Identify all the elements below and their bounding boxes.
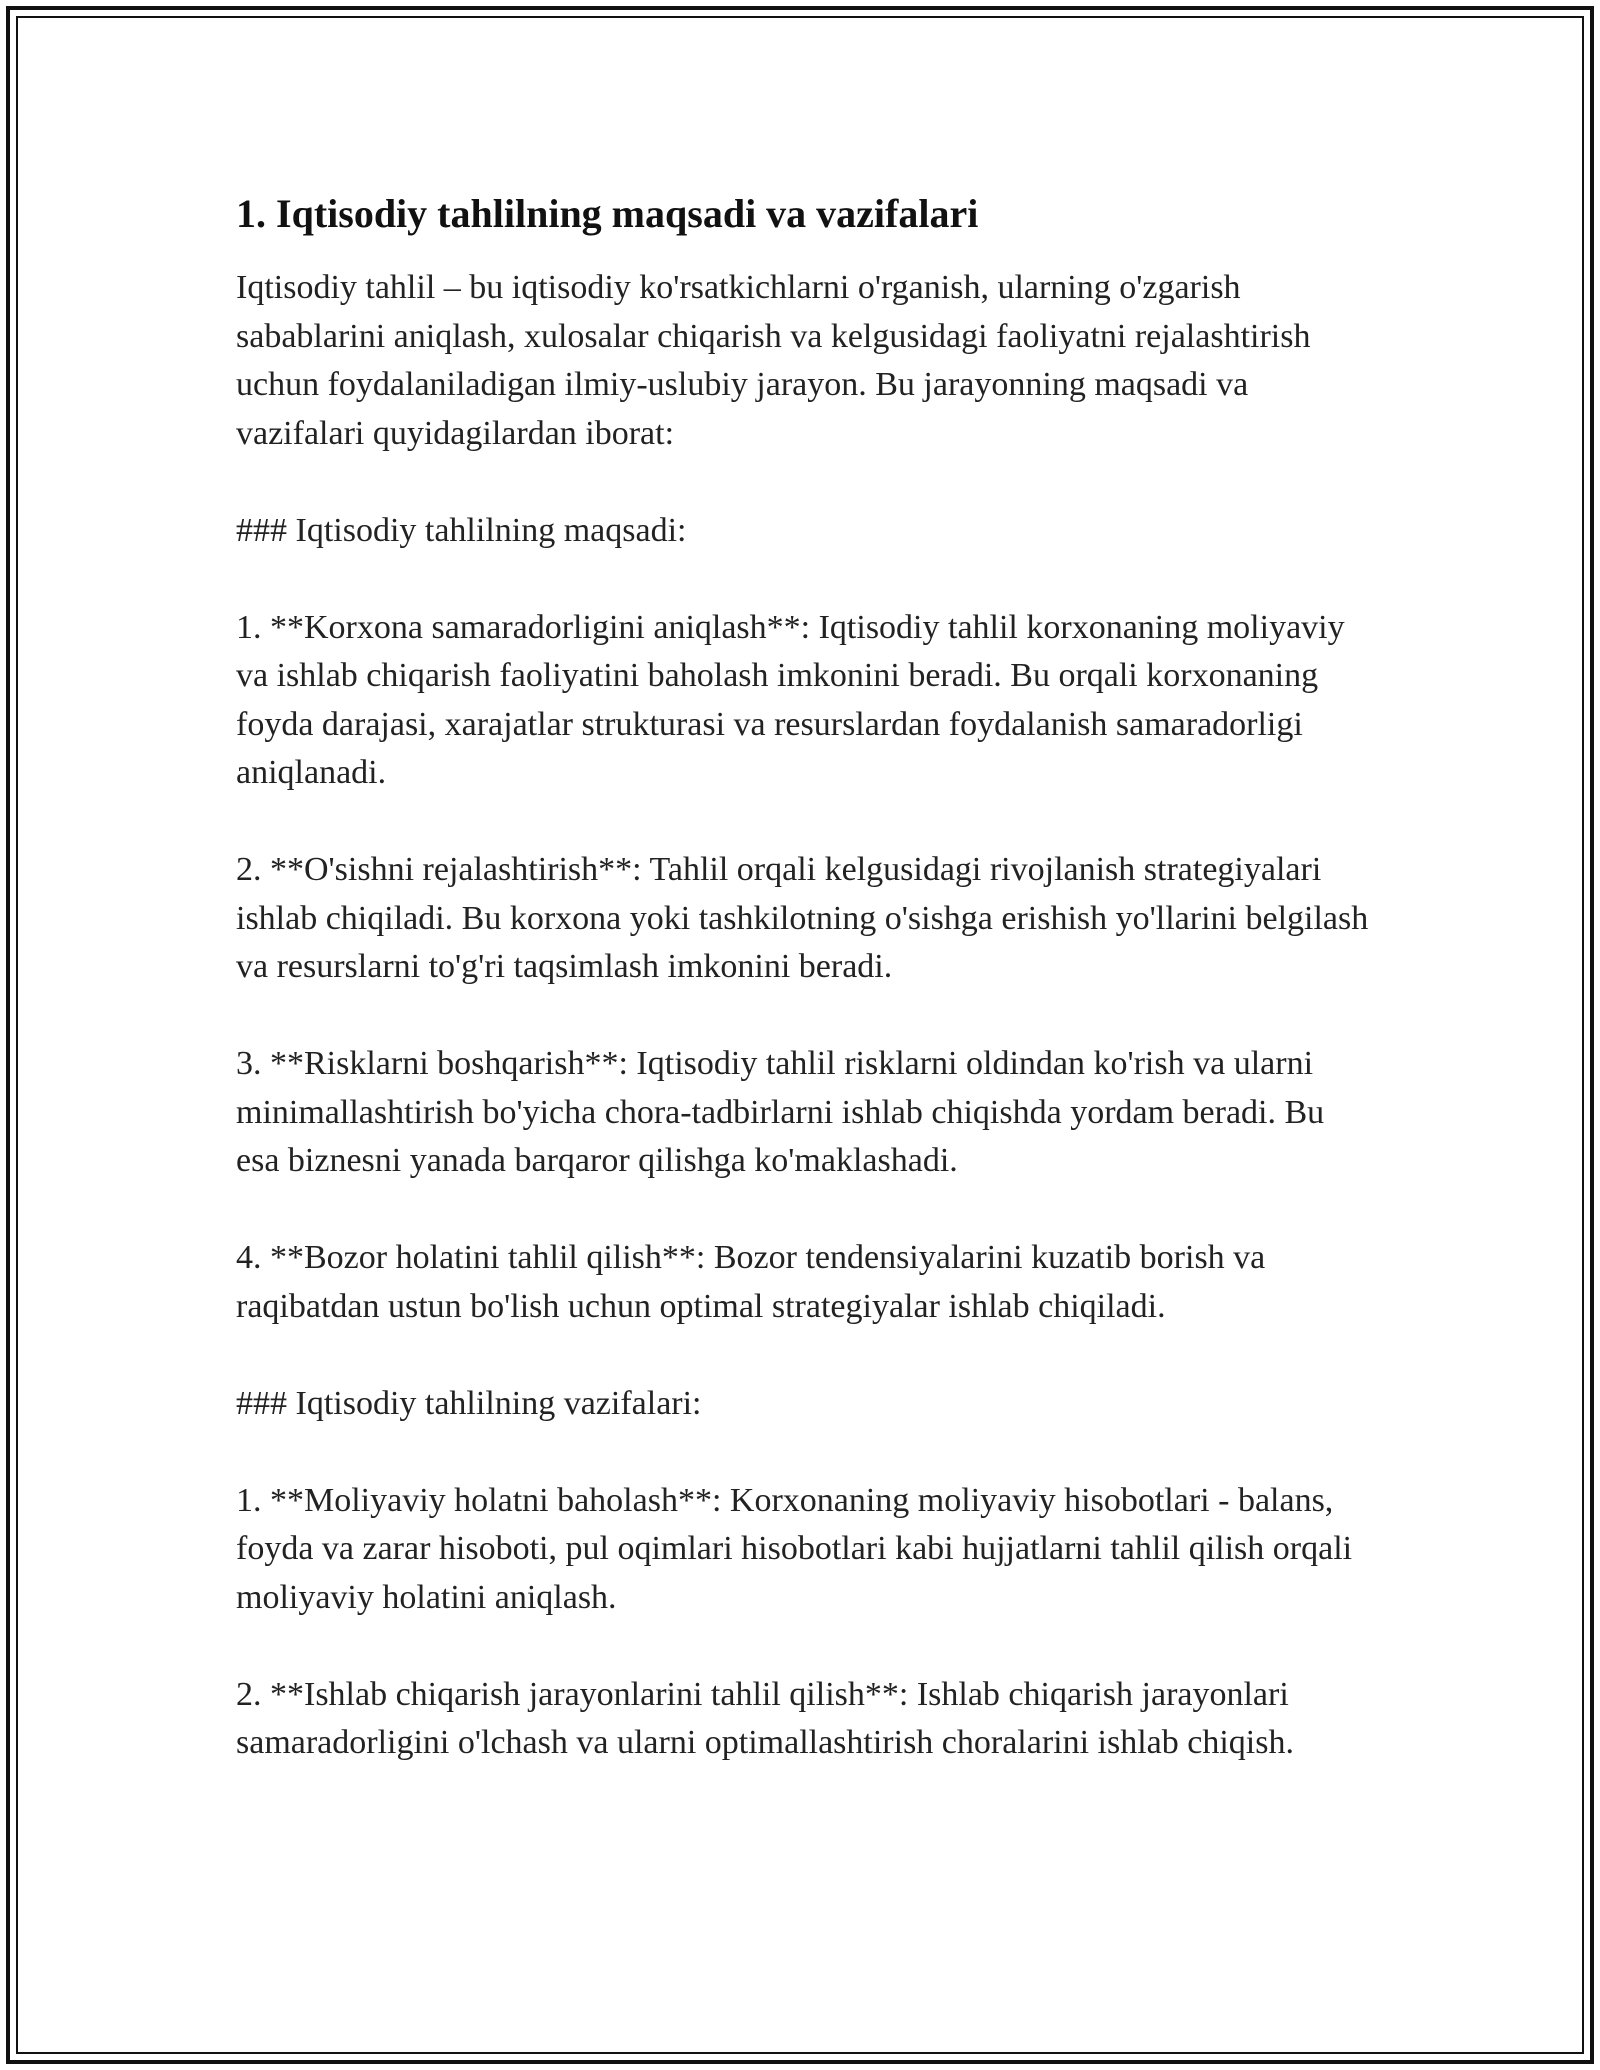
goal-item-3: 3. **Risklarni boshqarish**: Iqtisodiy tahlil risklarni oldindan ko'rish va ularni minimallashtirish bo'yicha chora-tadbirlarni ishlab chiqishda yordam beradi. Bu esa biznesni yanada barqaror qilishga ko'maklashadi. (236, 1045, 1325, 1179)
document-body (236, 186, 1376, 1816)
goal-item-4: 4. **Bozor holatini tahlil qilish**: Bozor tendensiyalarini kuzatib borish va raqibatdan ustun bo'lish uchun optimal strategiyalar ishlab chiqiladi. (236, 1239, 1266, 1325)
tasks-heading: ### Iqtisodiy tahlilning vazifalari: (236, 1384, 702, 1422)
goals-heading: ### Iqtisodiy tahlilning maqsadi: (236, 511, 687, 549)
goal-item-2: 2. **O'sishni rejalashtirish**: Tahlil orqali kelgusidagi rivojlanish strategiyalari ishlab chiqiladi. Bu korxona yoki tashkilotning o'sishga erishish yo'llarini belgilash va resurslarni to'g'ri taqsimlash imkonini beradi. (236, 851, 1369, 985)
intro-paragraph: Iqtisodiy tahlil – bu iqtisodiy ko'rsatkichlarni o'rganish, ularning o'zgarish sabablarini aniqlash, xulosalar chiqarish va kelgusidagi faoliyatni rejalashtirish uchun foydalaniladigan ilmiy-uslubiy jarayon. Bu jarayonning maqsadi va vazifalari quyidagilardan iborat: (236, 269, 1311, 452)
document-title: 1. Iqtisodiy tahlilning maqsadi va vazifalari (236, 191, 979, 236)
task-item-2: 2. **Ishlab chiqarish jarayonlarini tahlil qilish**: Ishlab chiqarish jarayonlari samaradorligini o'lchash va ularni optimallashtirish choralarini ishlab chiqish. (236, 1675, 1294, 1761)
task-item-1: 1. **Moliyaviy holatni baholash**: Korxonaning moliyaviy hisobotlari - balans, foyda va zarar hisoboti, pul oqimlari hisobotlari kabi hujjatlarni tahlil qilish orqali moliyaviy holatini aniqlash. (236, 1481, 1353, 1616)
goal-item-1: 1. **Korxona samaradorligini aniqlash**: Iqtisodiy tahlil korxonaning moliyaviy va ishlab chiqarish faoliyatini baholash imkonini beradi. Bu orqali korxonaning foyda darajasi, xarajatlar strukturasi va resurslardan foydalanish samaradorligi aniqlanadi. (236, 608, 1345, 791)
